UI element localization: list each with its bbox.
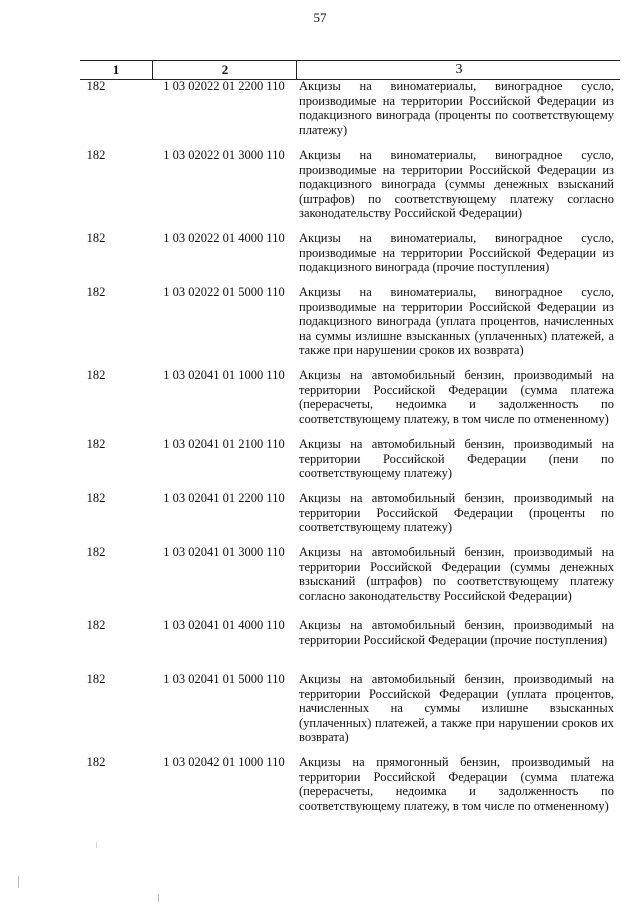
admin-code-cell: 182 xyxy=(86,672,106,686)
description-cell: Акцизы на автомобильный бензин, производимый на территории Российской Федерации (прочие поступления) xyxy=(299,618,614,647)
header-col-1: 1 xyxy=(112,62,120,77)
description-cell: Акцизы на виноматериалы, виноградное сусло, производимые на территории Российской Федерации из подакцизного винограда (суммы денежных взысканий (штрафов) по соответствующему платежу согласно законодательству Российской Федерации) xyxy=(299,148,614,221)
kbk-code-cell: 1 03 02022 01 4000 110 xyxy=(163,231,285,245)
admin-code-cell: 182 xyxy=(86,285,106,299)
description-cell: Акцизы на автомобильный бензин, производимый на территории Российской Федерации (сумма платежа (перерасчеты, недоимка и задолженность по соответствующему платежу, в том числе по отмененному) xyxy=(299,368,614,426)
page-number: 57 xyxy=(313,10,327,25)
admin-code-cell: 182 xyxy=(86,79,106,93)
description-cell: Акцизы на автомобильный бензин, производимый на территории Российской Федерации (проценты по соответствующему платежу) xyxy=(299,491,614,535)
kbk-code-cell: 1 03 02041 01 3000 110 xyxy=(163,545,285,559)
description-cell: Акцизы на автомобильный бензин, производимый на территории Российской Федерации (уплата процентов, начисленных на суммы излишне взысканных (уплаченных) платежей, а также при нарушении сроков их возврата) xyxy=(299,672,614,745)
scan-artifact xyxy=(18,876,19,888)
kbk-code-cell: 1 03 02041 01 5000 110 xyxy=(163,672,285,686)
table-header xyxy=(80,60,620,80)
description-cell: Акцизы на автомобильный бензин, производимый на территории Российской Федерации (пени по соответствующему платежу) xyxy=(299,437,614,481)
kbk-code-cell: 1 03 02022 01 2200 110 xyxy=(163,79,285,93)
description-cell: Акцизы на виноматериалы, виноградное сусло, производимые на территории Российской Федерации из подакцизного винограда (проценты по соответствующему платежу) xyxy=(299,79,614,137)
admin-code-cell: 182 xyxy=(86,437,106,451)
description-cell: Акцизы на прямогонный бензин, производимый на территории Российской Федерации (сумма платежа (перерасчеты, недоимка и задолженность по соответствующему платежу, в том числе по отмененному) xyxy=(299,755,614,813)
description-cell: Акцизы на виноматериалы, виноградное сусло, производимые на территории Российской Федерации из подакцизного винограда (прочие поступления) xyxy=(299,231,614,275)
description-cell: Акцизы на виноматериалы, виноградное сусло, производимые на территории Российской Федерации из подакцизного винограда (уплата процентов, начисленных на суммы излишне взысканных (уплаченных) платежей, а также при нарушении сроков их возврата) xyxy=(299,285,614,358)
header-col-2: 2 xyxy=(152,61,297,79)
admin-code-cell: 182 xyxy=(86,231,106,245)
kbk-code-cell: 1 03 02022 01 5000 110 xyxy=(163,285,285,299)
admin-code-cell: 182 xyxy=(86,755,106,769)
kbk-code-cell: 1 03 02041 01 1000 110 xyxy=(163,368,285,382)
admin-code-cell: 182 xyxy=(86,148,106,162)
kbk-code-cell: 1 03 02022 01 3000 110 xyxy=(163,148,285,162)
kbk-code-cell: 1 03 02041 01 2200 110 xyxy=(163,491,285,505)
admin-code-cell: 182 xyxy=(86,545,106,559)
kbk-code-cell: 1 03 02041 01 2100 110 xyxy=(163,437,285,451)
admin-code-cell: 182 xyxy=(86,491,106,505)
scan-artifact xyxy=(158,894,159,902)
header-col-3: 3 xyxy=(296,61,621,79)
scan-artifact xyxy=(96,842,97,848)
description-cell: Акцизы на автомобильный бензин, производимый на территории Российской Федерации (суммы денежных взысканий (штрафов) по соответствующему платежу согласно законодательству Российской Федерации) xyxy=(299,545,614,603)
admin-code-cell: 182 xyxy=(86,618,106,632)
kbk-code-cell: 1 03 02041 01 4000 110 xyxy=(163,618,285,632)
admin-code-cell: 182 xyxy=(86,368,106,382)
kbk-code-cell: 1 03 02042 01 1000 110 xyxy=(163,755,285,769)
